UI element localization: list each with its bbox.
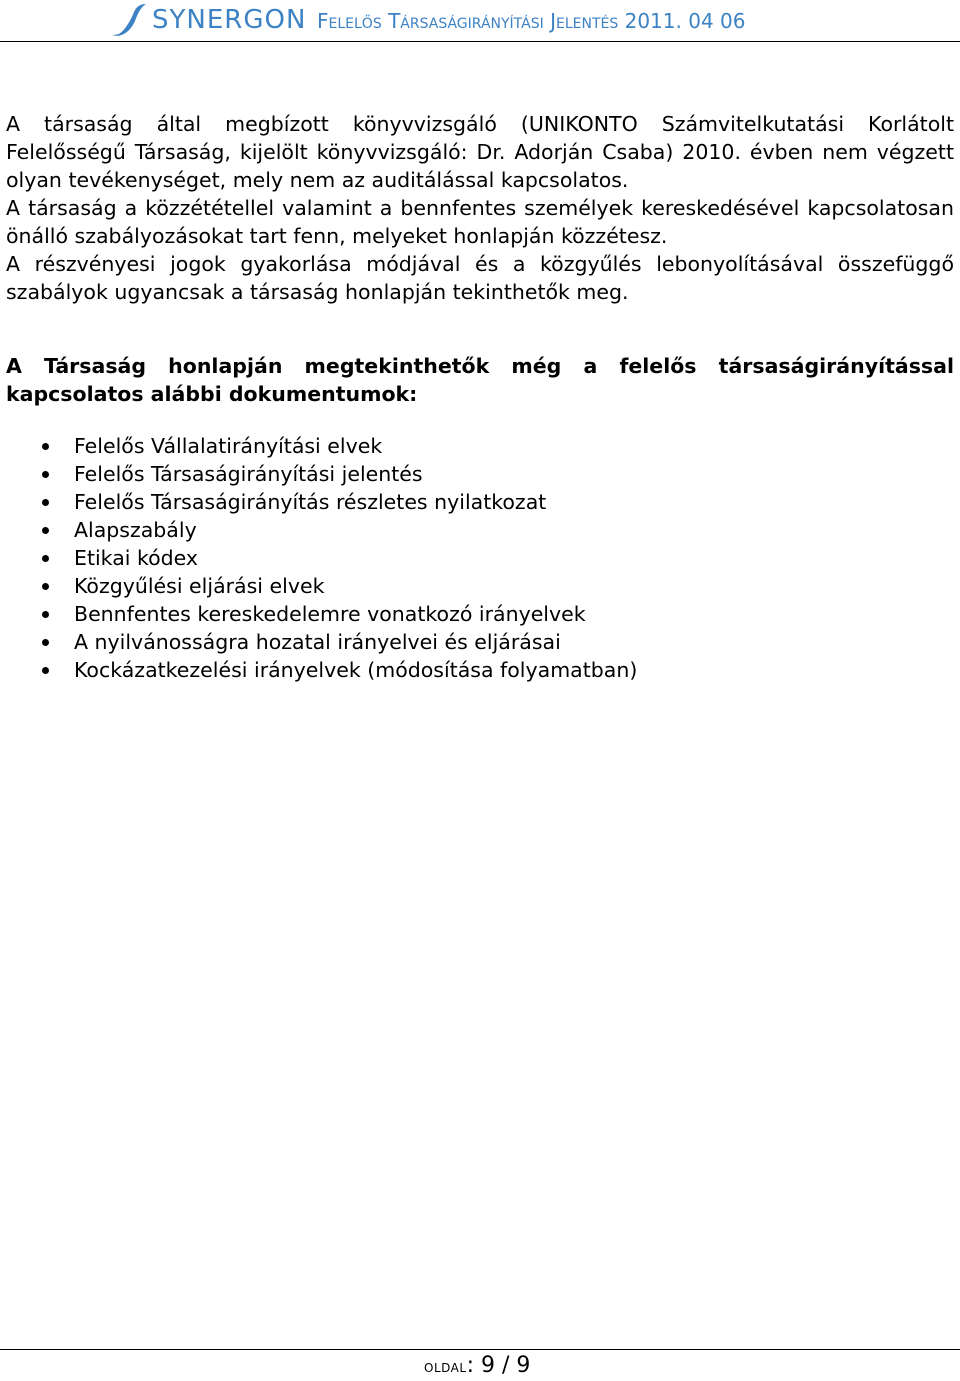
bullet-icon <box>42 499 49 506</box>
list-item <box>6 572 954 600</box>
title-word-tarsasagiranyitasi: ársaságirányítási <box>400 9 551 33</box>
list-item-label: Etikai kódex <box>74 546 199 570</box>
bullet-icon <box>42 583 49 590</box>
bullet-icon <box>42 527 49 534</box>
list-item <box>6 516 954 544</box>
list-item <box>6 488 954 516</box>
list-item <box>6 600 954 628</box>
title-initial-j: J <box>550 9 556 33</box>
list-item <box>6 432 954 460</box>
synergon-logo <box>110 2 306 38</box>
page-body <box>6 110 954 684</box>
synergon-logo-swoosh-icon <box>110 2 150 38</box>
document-title <box>317 6 745 36</box>
list-item <box>6 544 954 572</box>
documents-heading: A Társaság honlapján megtekinthetők még a felelős társaságirányítással kapcsolatos alábbi dokumentumok: <box>6 354 954 406</box>
page-header <box>0 0 960 42</box>
list-item-label: A nyilvánosságra hozatal irányelvei és eljárásai <box>74 630 561 654</box>
bullet-icon <box>42 555 49 562</box>
page-label: oldal <box>424 1357 467 1377</box>
list-item-label: Felelős Vállalatirányítási elvek <box>74 434 383 458</box>
title-initial-f: F <box>317 9 329 33</box>
paragraph-shareholder-rights: A részvényesi jogok gyakorlása módjával és a közgyűlés lebonyolításával összefüggő szabályok ugyancsak a társaság honlapján tekinthetők meg. <box>6 252 954 304</box>
list-item <box>6 628 954 656</box>
page-current: 9 <box>480 1353 495 1378</box>
documents-list <box>6 432 954 684</box>
paragraph-auditor: A társaság által megbízott könyvvizsgáló (UNIKONTO Számvitelkutatási Korlátolt Felelősségű Társaság, kijelölt könyvvizsgáló: Dr. Adorján Csaba) 2010. évben nem végzett olyan tevékenységet, mely nem az auditálással kapcsolatos. <box>6 112 954 192</box>
list-item <box>6 460 954 488</box>
bullet-icon <box>42 667 49 674</box>
footer-divider <box>0 1349 960 1350</box>
paragraph-disclosure-rules: A társaság a közzététellel valamint a bennfentes személyek kereskedésével kapcsolatosan önálló szabályozásokat tart fenn, melyeket honlapján közzétesz. <box>6 196 954 248</box>
header-divider <box>0 41 960 42</box>
bullet-icon <box>42 639 49 646</box>
list-item-label: Kockázatkezelési irányelvek (módosítása folyamatban) <box>74 658 638 682</box>
list-item-label: Közgyűlési eljárási elvek <box>74 574 325 598</box>
title-word-jelentes: elentés <box>556 9 625 33</box>
list-item-label: Alapszabály <box>74 518 197 542</box>
title-date: 2011. 04 06 <box>624 9 746 33</box>
page-label-separator: : <box>466 1353 474 1378</box>
list-item-label: Felelős Társaságirányítási jelentés <box>74 462 423 486</box>
list-item-label: Bennfentes kereskedelemre vonatkozó irányelvek <box>74 602 586 626</box>
bullet-icon <box>42 471 49 478</box>
title-word-felelos: elelős <box>328 9 389 33</box>
bullet-icon <box>42 443 49 450</box>
page-total: 9 <box>516 1353 531 1378</box>
page-number: oldal: 9 / 9 <box>424 1353 531 1378</box>
list-item-label: Felelős Társaságirányítás részletes nyilatkozat <box>74 490 547 514</box>
title-initial-t: T <box>388 9 401 33</box>
list-item <box>6 656 954 684</box>
brand-name: SYNERGON <box>152 5 307 35</box>
bullet-icon <box>42 611 49 618</box>
